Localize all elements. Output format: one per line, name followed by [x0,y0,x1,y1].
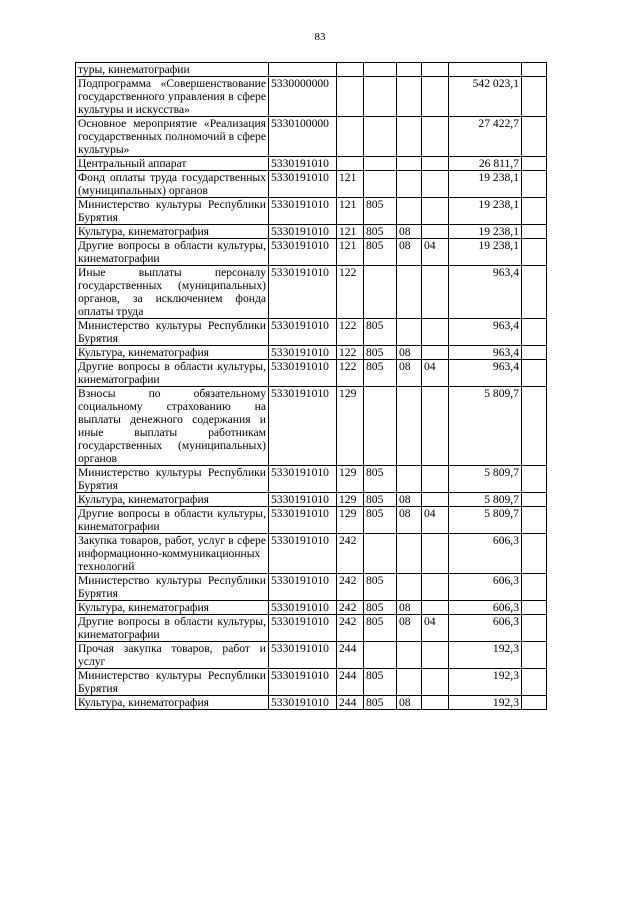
ministry-code [364,77,397,117]
ministry-code: 805 [364,198,397,225]
budget-item-name: Фонд оплаты труда государственных (муниципальных) органов [76,171,269,198]
expense-type-code: 121 [337,239,364,266]
section-code [397,466,422,493]
ministry-code: 805 [364,574,397,601]
extra-empty-cell [522,360,547,387]
subsection-code: 04 [422,239,449,266]
section-code [397,171,422,198]
table-row [76,198,547,225]
amount-value: 5 809,7 [449,387,522,466]
subsection-code: 04 [422,615,449,642]
section-code: 08 [397,601,422,615]
section-code: 08 [397,507,422,534]
expense-type-code: 129 [337,493,364,507]
target-article-code: 5330000000 [269,77,337,117]
budget-item-name: Другие вопросы в области культуры, кинематографии [76,615,269,642]
target-article-code: 5330191010 [269,534,337,574]
table-row [76,171,547,198]
budget-item-name: Подпрограмма «Совершенствование государственного управления в сфере культуры и искусства» [76,77,269,117]
amount-value: 192,3 [449,696,522,710]
amount-value: 5 809,7 [449,507,522,534]
target-article-code: 5330191010 [269,171,337,198]
budget-item-name: Иные выплаты персоналу государственных (муниципальных) органов, за исключением фонда оплаты труда [76,266,269,319]
table-row [76,266,547,319]
section-code [397,534,422,574]
subsection-code [422,63,449,77]
extra-empty-cell [522,266,547,319]
ministry-code [364,534,397,574]
section-code [397,574,422,601]
ministry-code: 805 [364,696,397,710]
target-article-code: 5330191010 [269,266,337,319]
budget-item-name: Министерство культуры Республики Бурятия [76,198,269,225]
expense-type-code [337,63,364,77]
expense-type-code: 129 [337,387,364,466]
amount-value: 5 809,7 [449,493,522,507]
ministry-code [364,387,397,466]
table-row [76,574,547,601]
extra-empty-cell [522,493,547,507]
table-row [76,239,547,266]
budget-item-name: Министерство культуры Республики Бурятия [76,574,269,601]
target-article-code: 5330100000 [269,117,337,157]
subsection-code [422,77,449,117]
table-row [76,346,547,360]
table-row [76,77,547,117]
expense-type-code: 122 [337,266,364,319]
table-row [76,615,547,642]
extra-empty-cell [522,669,547,696]
table-row [76,534,547,574]
extra-empty-cell [522,319,547,346]
amount-value: 963,4 [449,346,522,360]
subsection-code [422,696,449,710]
section-code [397,387,422,466]
amount-value: 606,3 [449,534,522,574]
expense-type-code: 242 [337,534,364,574]
target-article-code: 5330191010 [269,696,337,710]
ministry-code: 805 [364,493,397,507]
table-row [76,225,547,239]
table-row [76,387,547,466]
target-article-code: 5330191010 [269,157,337,171]
subsection-code [422,574,449,601]
expense-type-code [337,117,364,157]
extra-empty-cell [522,346,547,360]
ministry-code: 805 [364,615,397,642]
expense-type-code: 129 [337,507,364,534]
expense-type-code [337,77,364,117]
amount-value: 19 238,1 [449,198,522,225]
section-code [397,198,422,225]
ministry-code [364,63,397,77]
target-article-code: 5330191010 [269,239,337,266]
budget-table-body [76,63,547,710]
budget-item-name: Прочая закупка товаров, работ и услуг [76,642,269,669]
section-code [397,266,422,319]
table-row [76,63,547,77]
section-code: 08 [397,493,422,507]
budget-item-name: туры, кинематографии [76,63,269,77]
target-article-code: 5330191010 [269,507,337,534]
extra-empty-cell [522,239,547,266]
extra-empty-cell [522,696,547,710]
amount-value: 542 023,1 [449,77,522,117]
expense-type-code: 242 [337,615,364,642]
section-code: 08 [397,360,422,387]
amount-value: 27 422,7 [449,117,522,157]
expense-type-code: 244 [337,696,364,710]
table-row [76,319,547,346]
section-code [397,77,422,117]
subsection-code [422,601,449,615]
expense-type-code: 242 [337,574,364,601]
table-row [76,507,547,534]
section-code [397,642,422,669]
expense-type-code: 122 [337,346,364,360]
extra-empty-cell [522,77,547,117]
ministry-code: 805 [364,239,397,266]
amount-value: 19 238,1 [449,239,522,266]
ministry-code [364,171,397,198]
table-row [76,696,547,710]
section-code [397,117,422,157]
page-number: 83 [314,31,326,43]
table-row [76,669,547,696]
budget-item-name: Министерство культуры Республики Бурятия [76,319,269,346]
section-code: 08 [397,239,422,266]
expense-type-code: 122 [337,360,364,387]
extra-empty-cell [522,198,547,225]
budget-item-name: Взносы по обязательному социальному страхованию на выплаты денежного содержания и иные выплаты работникам государственных (муниципальных) органов [76,387,269,466]
budget-item-name: Культура, кинематография [76,225,269,239]
subsection-code [422,319,449,346]
expense-type-code: 244 [337,669,364,696]
extra-empty-cell [522,63,547,77]
ministry-code: 805 [364,669,397,696]
target-article-code: 5330191010 [269,387,337,466]
subsection-code [422,387,449,466]
ministry-code: 805 [364,360,397,387]
budget-item-name: Министерство культуры Республики Бурятия [76,669,269,696]
table-row [76,466,547,493]
budget-item-name: Культура, кинематография [76,696,269,710]
budget-table [75,62,547,710]
section-code [397,669,422,696]
target-article-code: 5330191010 [269,493,337,507]
budget-item-name: Культура, кинематография [76,346,269,360]
extra-empty-cell [522,615,547,642]
extra-empty-cell [522,642,547,669]
subsection-code [422,266,449,319]
budget-item-name: Культура, кинематография [76,601,269,615]
amount-value: 5 809,7 [449,466,522,493]
budget-item-name: Другие вопросы в области культуры, кинематографии [76,360,269,387]
expense-type-code: 244 [337,642,364,669]
expense-type-code: 242 [337,601,364,615]
subsection-code [422,669,449,696]
extra-empty-cell [522,507,547,534]
extra-empty-cell [522,117,547,157]
extra-empty-cell [522,157,547,171]
table-row [76,157,547,171]
budget-item-name: Другие вопросы в области культуры, кинематографии [76,507,269,534]
ministry-code: 805 [364,466,397,493]
ministry-code: 805 [364,225,397,239]
target-article-code: 5330191010 [269,574,337,601]
subsection-code [422,534,449,574]
subsection-code [422,466,449,493]
amount-value: 192,3 [449,669,522,696]
section-code: 08 [397,696,422,710]
amount-value: 606,3 [449,601,522,615]
target-article-code: 5330191010 [269,642,337,669]
budget-item-name: Другие вопросы в области культуры, кинематографии [76,239,269,266]
expense-type-code: 121 [337,225,364,239]
section-code: 08 [397,225,422,239]
extra-empty-cell [522,574,547,601]
target-article-code: 5330191010 [269,669,337,696]
amount-value: 26 811,7 [449,157,522,171]
amount-value: 963,4 [449,266,522,319]
extra-empty-cell [522,387,547,466]
subsection-code [422,493,449,507]
expense-type-code: 121 [337,198,364,225]
section-code [397,319,422,346]
subsection-code: 04 [422,507,449,534]
extra-empty-cell [522,534,547,574]
budget-item-name: Культура, кинематография [76,493,269,507]
budget-item-name: Закупка товаров, работ, услуг в сфере информационно-коммуникационных технологий [76,534,269,574]
table-row [76,360,547,387]
table-row [76,642,547,669]
ministry-code [364,266,397,319]
ministry-code: 805 [364,346,397,360]
ministry-code [364,642,397,669]
budget-item-name: Основное мероприятие «Реализация государственных полномочий в сфере культуры» [76,117,269,157]
target-article-code: 5330191010 [269,198,337,225]
amount-value: 19 238,1 [449,171,522,198]
extra-empty-cell [522,601,547,615]
amount-value: 192,3 [449,642,522,669]
amount-value [449,63,522,77]
subsection-code [422,117,449,157]
subsection-code [422,171,449,198]
section-code: 08 [397,346,422,360]
budget-item-name: Министерство культуры Республики Бурятия [76,466,269,493]
target-article-code: 5330191010 [269,346,337,360]
amount-value: 19 238,1 [449,225,522,239]
target-article-code: 5330191010 [269,466,337,493]
extra-empty-cell [522,466,547,493]
budget-item-name: Центральный аппарат [76,157,269,171]
target-article-code [269,63,337,77]
subsection-code [422,346,449,360]
amount-value: 963,4 [449,360,522,387]
subsection-code [422,642,449,669]
target-article-code: 5330191010 [269,615,337,642]
expense-type-code: 122 [337,319,364,346]
target-article-code: 5330191010 [269,360,337,387]
subsection-code: 04 [422,360,449,387]
ministry-code [364,117,397,157]
expense-type-code: 129 [337,466,364,493]
expense-type-code: 121 [337,171,364,198]
amount-value: 606,3 [449,574,522,601]
ministry-code: 805 [364,601,397,615]
section-code [397,63,422,77]
target-article-code: 5330191010 [269,601,337,615]
target-article-code: 5330191010 [269,319,337,346]
section-code [397,157,422,171]
section-code: 08 [397,615,422,642]
target-article-code: 5330191010 [269,225,337,239]
ministry-code [364,157,397,171]
expense-type-code [337,157,364,171]
table-row [76,601,547,615]
subsection-code [422,198,449,225]
extra-empty-cell [522,171,547,198]
table-row [76,493,547,507]
extra-empty-cell [522,225,547,239]
ministry-code: 805 [364,319,397,346]
subsection-code [422,157,449,171]
amount-value: 963,4 [449,319,522,346]
amount-value: 606,3 [449,615,522,642]
table-row [76,117,547,157]
ministry-code: 805 [364,507,397,534]
subsection-code [422,225,449,239]
